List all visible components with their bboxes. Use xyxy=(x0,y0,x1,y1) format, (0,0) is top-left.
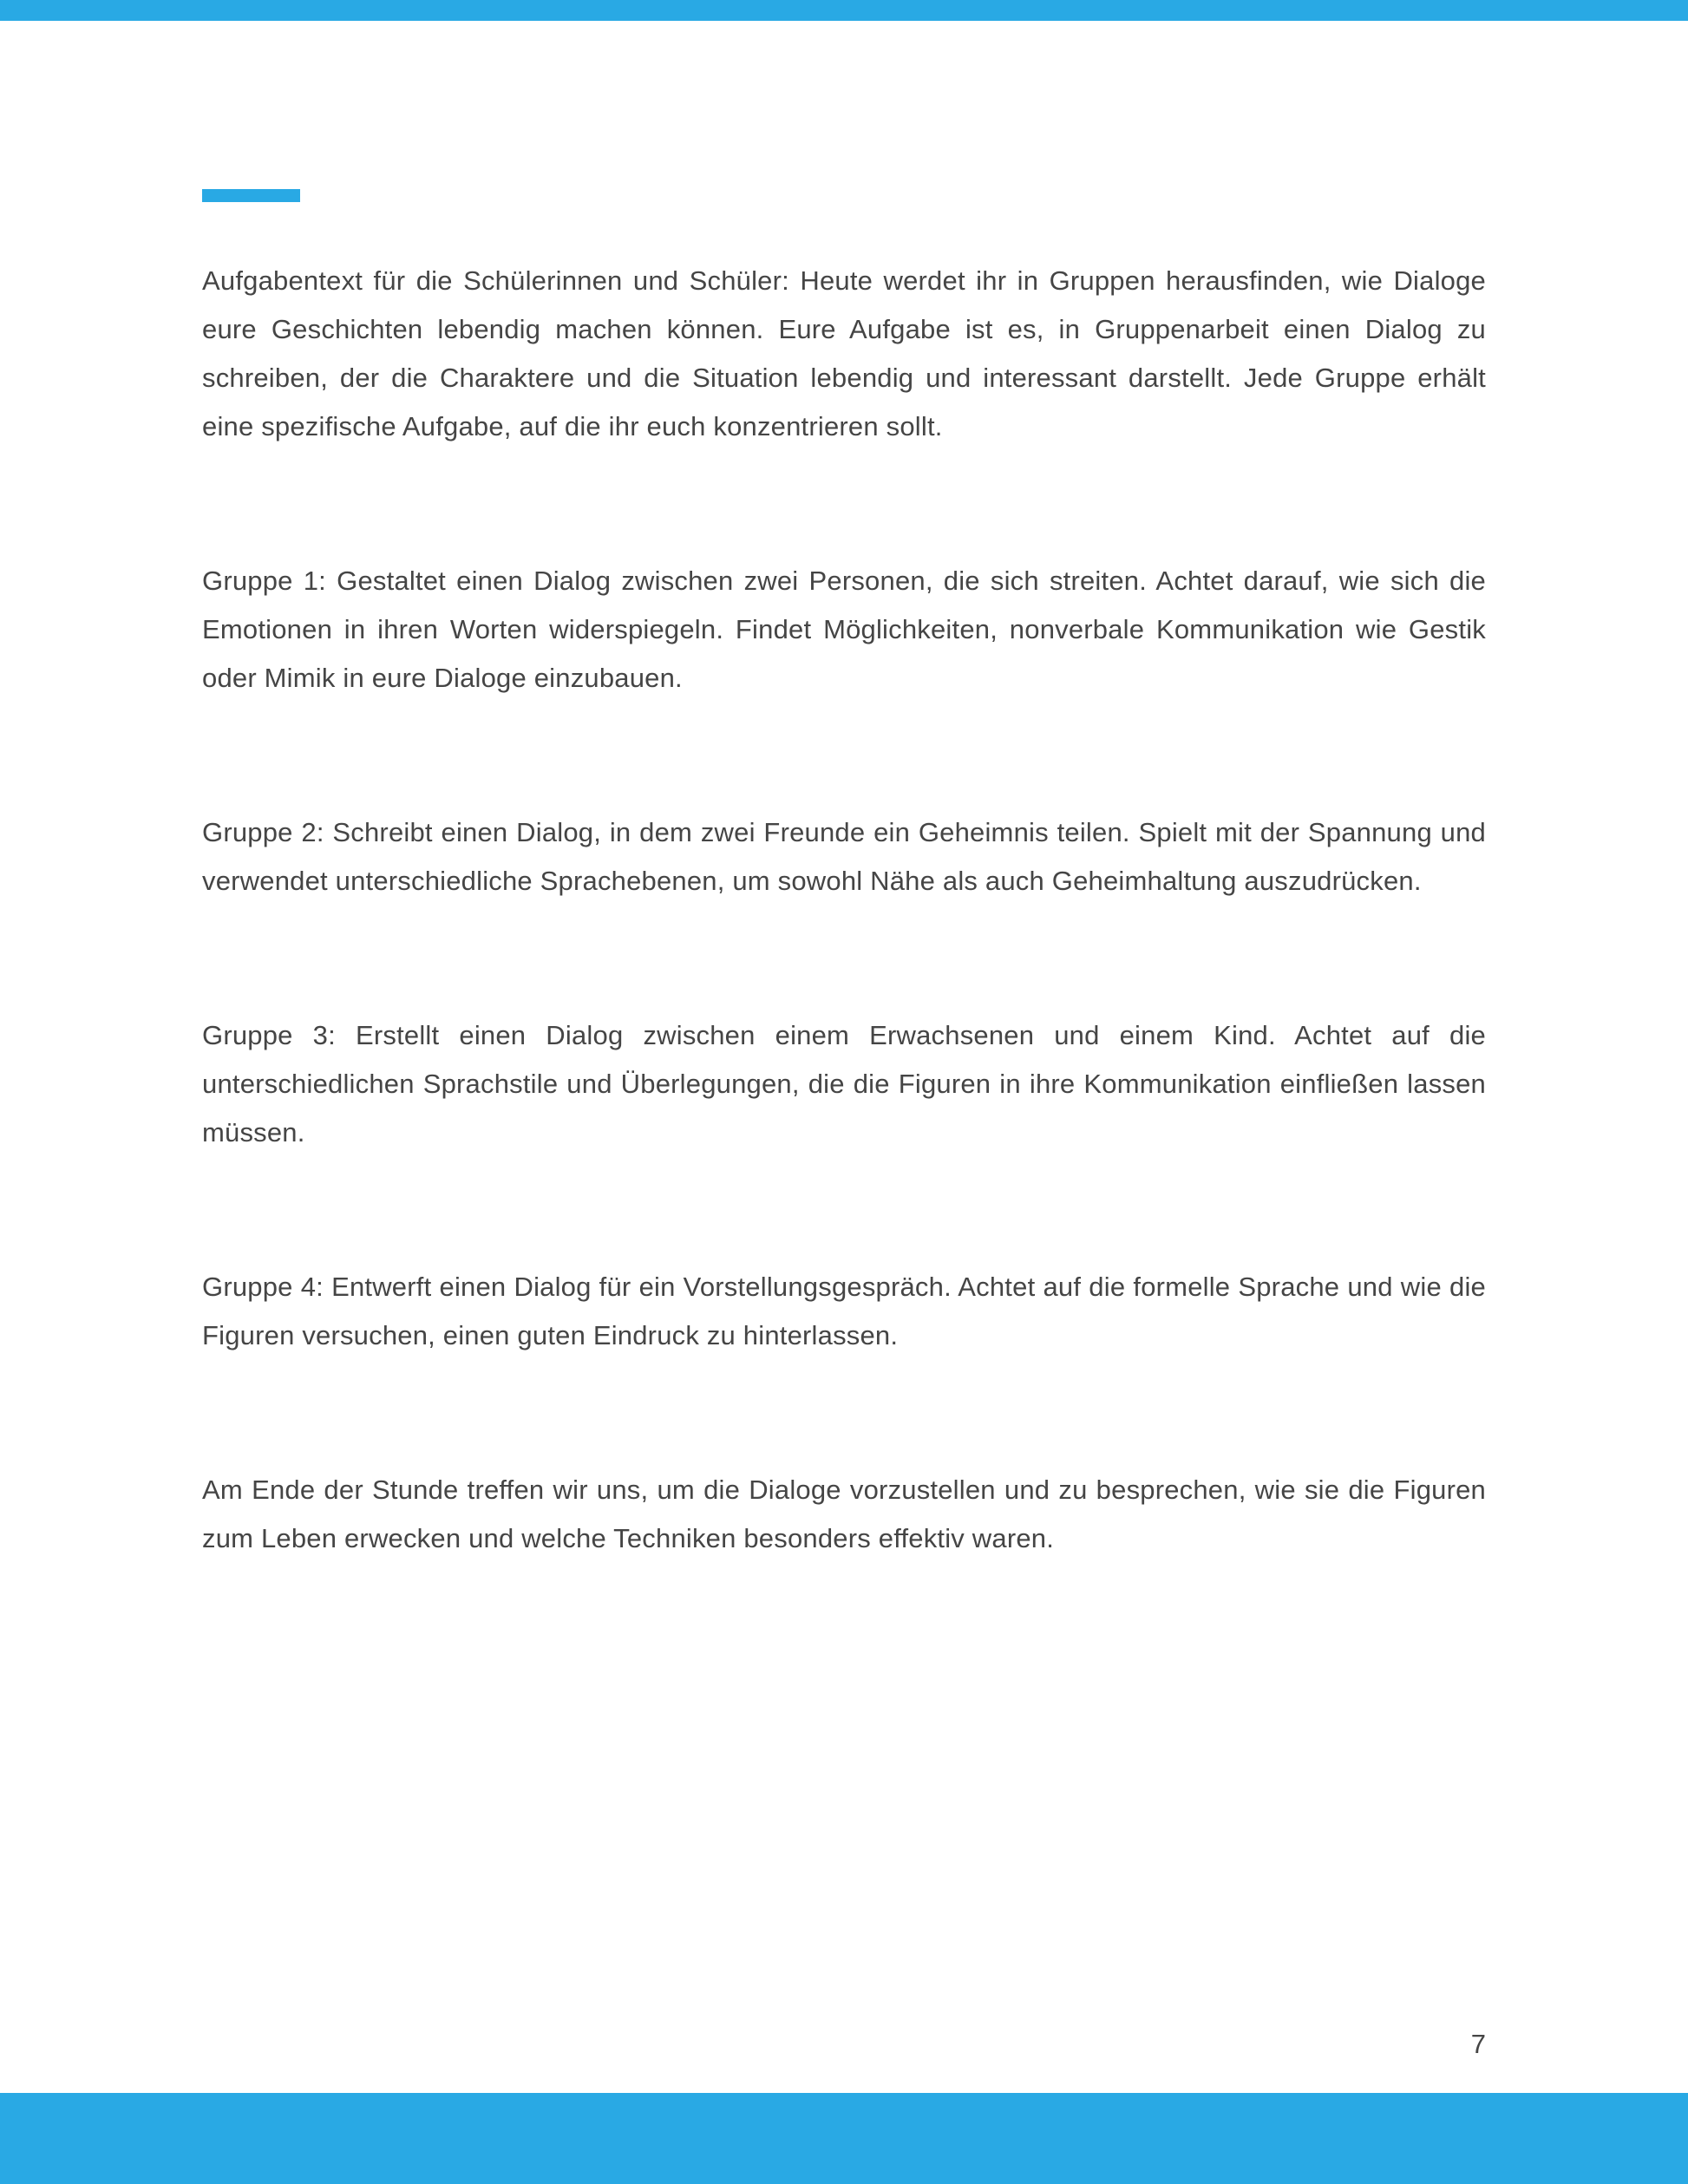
paragraph-gruppe-1: Gruppe 1: Gestaltet einen Dialog zwischen zwei Personen, die sich streiten. Achtet darauf, wie sich die Emotionen in ihren Worten widerspiegeln. Findet Möglichkeiten, nonverbale Kommunikation wie Gestik oder Mimik in eure Dialoge einzubauen. xyxy=(202,566,1486,693)
paragraph-task-intro: Aufgabentext für die Schülerinnen und Schüler: Heute werdet ihr in Gruppen herausfinden, wie Dialoge eure Geschichten lebendig machen können. Eure Aufgabe ist es, in Gruppenarbeit einen Dialog zu schreiben, der die Charaktere und die Situation lebendig und interessant darstellt. Jede Gruppe erhält eine spezifische Aufgabe, auf die ihr euch konzentrieren sollt. xyxy=(202,265,1486,441)
section-accent-marker xyxy=(202,189,300,202)
paragraph-gruppe-3: Gruppe 3: Erstellt einen Dialog zwischen einem Erwachsenen und einem Kind. Achtet auf die unterschiedlichen Sprachstile und Überlegungen, die die Figuren in ihre Kommunikation einfließen lassen müssen. xyxy=(202,1020,1486,1148)
paragraph-gruppe-4: Gruppe 4: Entwerft einen Dialog für ein Vorstellungsgespräch. Achtet auf die formelle Sprache und wie die Figuren versuchen, einen guten Eindruck zu hinterlassen. xyxy=(202,1272,1486,1350)
worksheet-body xyxy=(202,257,1486,1563)
paragraph-closing: Am Ende der Stunde treffen wir uns, um die Dialoge vorzustellen und zu besprechen, wie sie die Figuren zum Leben erwecken und welche Techniken besonders effektiv waren. xyxy=(202,1475,1486,1553)
paragraph-gruppe-2: Gruppe 2: Schreibt einen Dialog, in dem zwei Freunde ein Geheimnis teilen. Spielt mit der Spannung und verwendet unterschiedliche Sprachebenen, um sowohl Nähe als auch Geheimhaltung auszudrücken. xyxy=(202,817,1486,896)
bottom-accent-bar xyxy=(0,2093,1688,2184)
page-number: 7 xyxy=(1470,2029,1486,2059)
top-accent-bar xyxy=(0,0,1688,21)
